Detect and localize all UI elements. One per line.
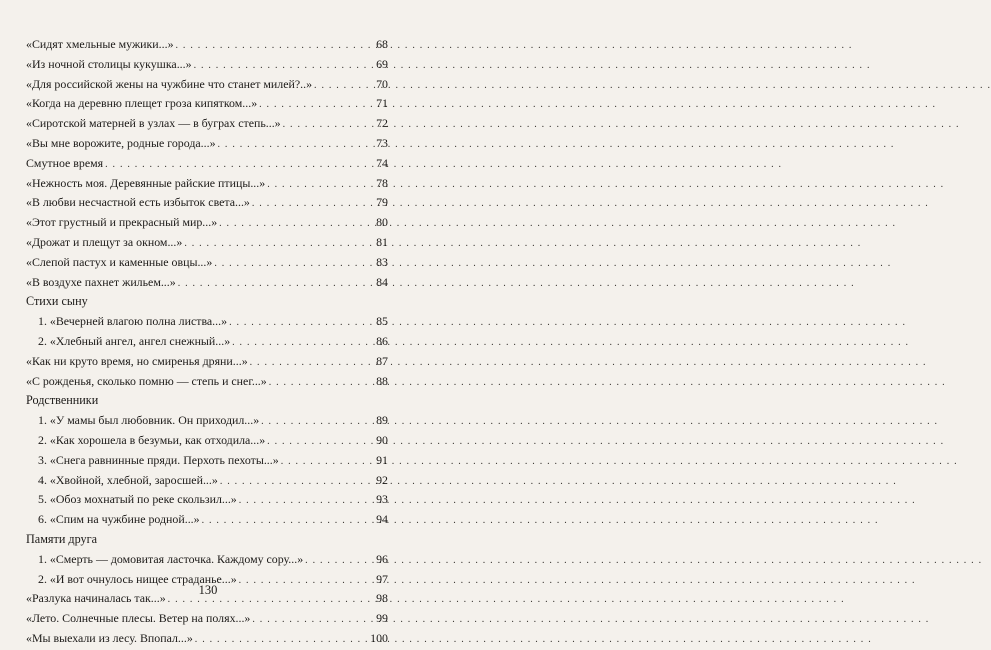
toc-entry (26, 35, 388, 55)
toc-entry-page: 81 (376, 234, 388, 249)
toc-leader-dots (269, 373, 372, 393)
toc-entry-title: «Сидят хмельные мужики...» (26, 37, 174, 51)
toc-leader-dots (105, 155, 372, 175)
toc-leader-dots (214, 254, 372, 274)
toc-entry-title: «Мы выехали из лесу. Впопал...» (26, 630, 193, 645)
toc-entry-title: «Разлука начиналась так...» (26, 591, 166, 606)
toc-entry-page: 69 (376, 56, 388, 71)
toc-entry-page: 98 (376, 591, 388, 606)
toc-entry-page: 91 (376, 452, 388, 467)
toc-entry-page: 89 (376, 413, 388, 428)
toc-entry (26, 312, 388, 332)
toc-leader-dots (195, 630, 368, 650)
toc-entry (26, 411, 388, 431)
toc-leader-dots (202, 511, 372, 531)
toc-entry (26, 134, 388, 154)
toc-entry-title: 2. «Как хорошела в безумьи, как отходила...» (38, 432, 266, 447)
toc-entry-title: 6. «Спим на чужбине родной...» (38, 512, 200, 527)
toc-entry (26, 550, 388, 570)
toc-entry-page: 86 (376, 333, 388, 348)
toc-entry-title: Родственники (26, 393, 99, 408)
toc-entry-page: 92 (376, 472, 388, 487)
toc-entry (26, 154, 388, 174)
toc-leader-dots (281, 452, 372, 472)
toc-entry-title: 4. «Хвойной, хлебной, заросшей...» (38, 472, 218, 487)
toc-entry-page: 68 (376, 37, 388, 51)
page-number: 130 (198, 583, 218, 597)
toc-entry-page: 93 (376, 492, 388, 507)
toc-entry (26, 233, 388, 253)
toc-entry (26, 174, 388, 194)
toc-leader-dots (239, 491, 372, 511)
toc-leader-dots (178, 274, 372, 294)
toc-leader-dots (194, 56, 372, 76)
toc-entry-page: 80 (376, 215, 388, 230)
toc-entry-title: «Слепой пастух и каменные овцы...» (26, 254, 213, 269)
toc-leader-dots (261, 412, 372, 432)
toc-entry-title: «С рожденья, сколько помню — степь и снег...» (26, 373, 267, 388)
toc-leader-dots (219, 214, 372, 234)
toc-entry-page: 99 (376, 611, 388, 626)
toc-entry (26, 273, 388, 293)
book-page (0, 0, 416, 645)
toc-entry-title: «Из ночной столицы кукушка...» (26, 56, 192, 71)
toc-section-heading (26, 391, 388, 411)
toc-entry-page: 85 (376, 314, 388, 329)
toc-leader-dots (220, 472, 372, 492)
toc-entry-page: 79 (376, 195, 388, 210)
toc-entry-page: 100 (370, 630, 388, 645)
toc-entry (26, 55, 388, 75)
toc-leader-dots (314, 76, 372, 96)
toc-entry (26, 629, 388, 649)
toc-entry-title: «Когда на деревню плещет гроза кипятком...» (26, 96, 258, 111)
table-of-contents (26, 35, 388, 649)
toc-entry-title: 1. «У мамы был любовник. Он приходил...» (38, 413, 260, 428)
toc-leader-dots (184, 234, 372, 254)
toc-entry (26, 372, 388, 392)
toc-entry-title: «Нежность моя. Деревянные райские птицы...» (26, 175, 266, 190)
toc-entry-page: 83 (376, 254, 388, 269)
toc-entry (26, 352, 388, 372)
toc-entry-page: 87 (376, 353, 388, 368)
toc-entry-title: 1. «Вечерней влагою полна листва...» (38, 314, 228, 329)
toc-entry-title: «Как ни круто время, но смиренья дряни...» (26, 353, 248, 368)
toc-section-heading (26, 530, 388, 550)
toc-leader-dots (259, 95, 372, 115)
toc-entry-title: «Вы мне ворожите, родные города...» (26, 135, 216, 150)
toc-entry-page: 70 (376, 76, 388, 91)
toc-leader-dots (229, 313, 372, 333)
toc-entry (26, 431, 388, 451)
toc-entry (26, 471, 388, 491)
toc-entry-page: 72 (376, 116, 388, 131)
toc-entry (26, 94, 388, 114)
toc-entry-page: 84 (376, 274, 388, 289)
toc-entry-title: Памяти друга (26, 531, 98, 546)
toc-entry-page: 73 (376, 135, 388, 150)
toc-leader-dots (252, 194, 372, 214)
toc-entry-title: «Дрожат и плещут за окном...» (26, 234, 183, 249)
toc-entry-title: «Сиротской матерней в узлах — в буграх степь...» (26, 116, 281, 131)
toc-entry-title: Смутное время (26, 155, 104, 170)
toc-entry-page: 90 (376, 432, 388, 447)
toc-entry-title: «В любви несчастной есть избыток света...» (26, 195, 250, 210)
toc-entry-title: «Для российской жены на чужбине что станет милей?..» (26, 76, 313, 91)
toc-leader-dots (176, 36, 372, 56)
toc-entry-page: 88 (376, 373, 388, 388)
toc-leader-dots (305, 551, 372, 571)
toc-entry (26, 332, 388, 352)
toc-leader-dots (267, 175, 372, 195)
toc-entry (26, 193, 388, 213)
toc-entry (26, 609, 388, 629)
toc-entry-title: «Лето. Солнечные плесы. Ветер на полях...» (26, 611, 251, 626)
toc-section-heading (26, 292, 388, 312)
toc-leader-dots (218, 135, 372, 155)
toc-leader-dots (283, 115, 372, 135)
toc-leader-dots (232, 333, 372, 353)
toc-entry-page: 96 (376, 551, 388, 566)
toc-entry-title: 3. «Снега равнинные пряди. Перхоть пехоты...» (38, 452, 279, 467)
toc-entry-title: 1. «Смерть — домовитая ласточка. Каждому сору...» (38, 551, 304, 566)
toc-entry-title: «Этот грустный и прекрасный мир...» (26, 215, 218, 230)
toc-entry (26, 75, 388, 95)
toc-entry-title: 2. «Хлебный ангел, ангел снежный...» (38, 333, 231, 348)
toc-leader-dots (252, 610, 372, 630)
toc-entry (26, 253, 388, 273)
toc-entry (26, 490, 388, 510)
toc-entry-page: 94 (376, 512, 388, 527)
toc-leader-dots (267, 432, 372, 452)
toc-entry-title: Стихи сыну (26, 294, 88, 309)
toc-entry-title: 5. «Обоз мохнатый по реке скользил...» (38, 492, 237, 507)
toc-entry (26, 451, 388, 471)
toc-entry (26, 114, 388, 134)
toc-entry-page: 78 (376, 175, 388, 190)
toc-leader-dots (250, 353, 372, 373)
toc-entry-page: 74 (376, 155, 388, 170)
toc-entry-page: 71 (376, 96, 388, 111)
toc-entry (26, 213, 388, 233)
toc-entry (26, 510, 388, 530)
toc-entry-title: 2. «И вот очнулось нищее страданье...» (38, 571, 237, 586)
toc-entry-page: 97 (376, 571, 388, 586)
toc-entry-title: «В воздухе пахнет жильем...» (26, 274, 176, 289)
